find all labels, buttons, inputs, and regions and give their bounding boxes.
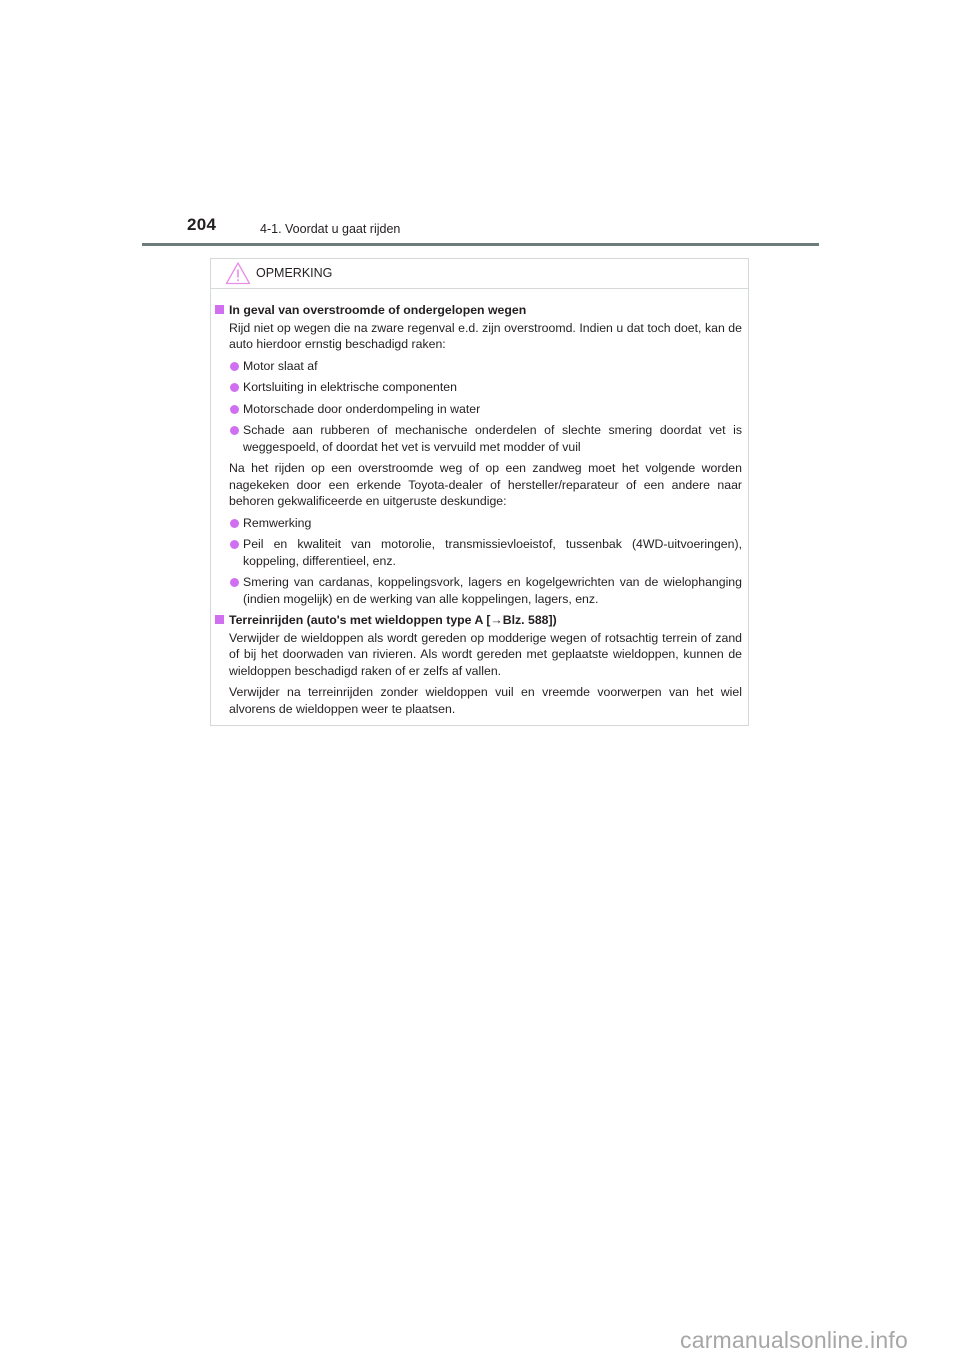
circle-bullet-icon bbox=[230, 362, 239, 371]
list-item-text: Motor slaat af bbox=[243, 358, 318, 373]
circle-bullet-icon bbox=[230, 519, 239, 528]
watermark: carmanualsonline.info bbox=[680, 1327, 908, 1353]
paragraph: Na het rijden op een overstroomde weg of op een zandweg moet het volgende worden nagekeken door een erkende Toyota-dealer of hersteller/reparateur of een andere naar behoren gekwalificeerde en uitgeruste deskundige: bbox=[229, 461, 742, 508]
heading-text: In geval van overstroomde of ondergelopen wegen bbox=[229, 303, 527, 317]
list-item-text: Peil en kwaliteit van motorolie, transmissievloeistof, tussenbak (4WD-uitvoeringen), koppeling, differentieel, enz. bbox=[243, 537, 742, 568]
circle-bullet-icon bbox=[230, 383, 239, 392]
circle-bullet-icon bbox=[230, 540, 239, 549]
list-item-text: Remwerking bbox=[243, 515, 312, 530]
square-bullet-icon bbox=[215, 615, 224, 624]
paragraph: Verwijder na terreinrijden zonder wieldoppen vuil en vreemde voorwerpen van het wiel alvorens de wieldoppen weer te plaatsen. bbox=[229, 685, 742, 716]
section-title: 4-1. Voordat u gaat rijden bbox=[260, 222, 401, 236]
paragraph: Rijd niet op wegen die na zware regenval e.d. zijn overstroomd. Indien u dat toch doet, kan de auto hierdoor ernstig beschadigd raken: bbox=[229, 320, 742, 351]
page-number: 204 bbox=[187, 215, 217, 234]
paragraph: Verwijder de wieldoppen als wordt gereden op modderige wegen of rotsachtig terrein of zand of bij het doorwaden van rivieren. Als wordt gereden met geplaatste wieldoppen, kunnen de wieldoppen beschadigd raken of er zelfs af vallen. bbox=[229, 630, 742, 678]
list-item bbox=[215, 422, 742, 455]
notice-title: OPMERKING bbox=[256, 266, 333, 280]
list-item bbox=[215, 379, 742, 396]
section-heading bbox=[215, 612, 742, 629]
square-bullet-icon bbox=[215, 305, 224, 314]
list-item-text: Smering van cardanas, koppelingsvork, lagers en kogelgewrichten van de wielophanging (indien mogelijk) en de werking van alle koppelingen, lagers, enz. bbox=[243, 575, 742, 606]
list-item-text: Motorschade door onderdompeling in water bbox=[243, 401, 481, 416]
notice-body bbox=[211, 289, 748, 717]
list-item bbox=[215, 536, 742, 569]
warning-triangle-icon bbox=[225, 261, 251, 285]
header-rule bbox=[142, 243, 819, 246]
list-item-text: Schade aan rubberen of mechanische onderdelen of slechte smering doordat vet is weggespoeld, of doordat het vet is vervuild met modder of vuil bbox=[243, 423, 742, 454]
heading-text: Terreinrijden (auto's met wieldoppen type A [→Blz. 588]) bbox=[229, 613, 557, 627]
list-item bbox=[215, 358, 742, 375]
notice-header bbox=[211, 259, 748, 289]
circle-bullet-icon bbox=[230, 405, 239, 414]
section-heading bbox=[215, 302, 742, 319]
list-item bbox=[215, 515, 742, 532]
circle-bullet-icon bbox=[230, 426, 239, 435]
circle-bullet-icon bbox=[230, 578, 239, 587]
list-item bbox=[215, 574, 742, 607]
notice-box bbox=[210, 258, 749, 726]
list-item-text: Kortsluiting in elektrische componenten bbox=[243, 380, 457, 394]
list-item bbox=[215, 401, 742, 418]
